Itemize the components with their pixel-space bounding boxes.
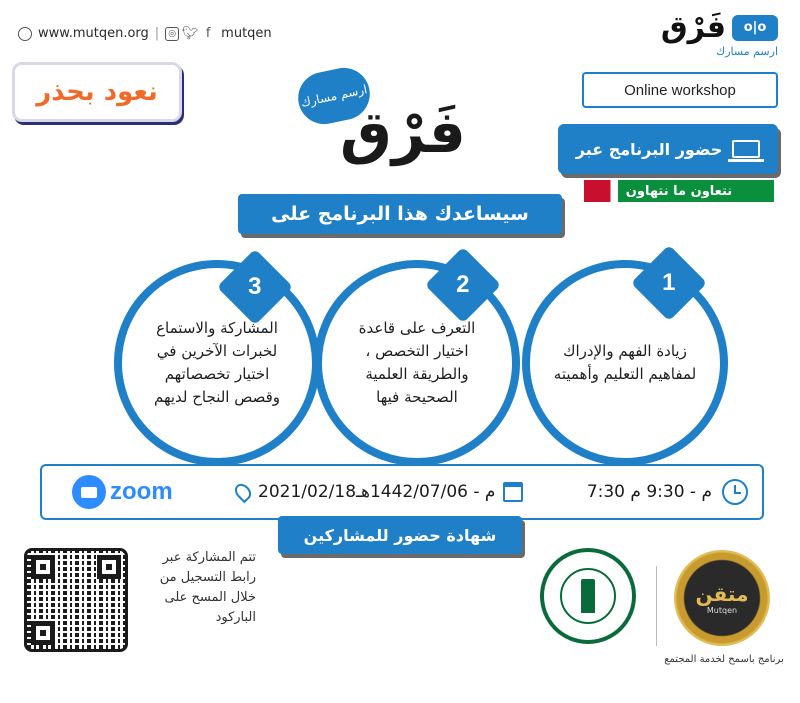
instagram-icon[interactable]: ◎ — [165, 27, 179, 41]
university-seal — [540, 548, 636, 644]
event-time: 7:30 م - 9:30 م — [586, 482, 712, 502]
zoom-logo[interactable] — [72, 475, 173, 509]
point-number-label: 3 — [248, 272, 262, 300]
location-pin-icon — [232, 481, 255, 504]
date-block — [236, 482, 523, 502]
zoom-camera-icon — [72, 475, 106, 509]
point-number-label: 1 — [662, 268, 676, 296]
registration-qr-code[interactable] — [24, 548, 128, 652]
event-date: 2021/02/18م - 1442/07/06هـ — [258, 482, 496, 502]
social-icons — [165, 27, 215, 41]
certificate-banner: شهادة حضور للمشاركين — [278, 516, 522, 554]
facebook-icon[interactable]: f — [205, 26, 211, 41]
sponsor-caption: برنامج باسمح لخدمة المجتمع — [664, 654, 784, 665]
brand-logo-word: فَرْق — [660, 10, 726, 45]
attend-via-text: حضور البرنامج عبر — [575, 139, 723, 159]
laptop-icon — [732, 140, 760, 158]
point-number-label: 2 — [456, 270, 470, 298]
social-handle: mutqen — [221, 26, 272, 41]
zoom-label: zoom — [110, 478, 173, 505]
point-text: زيادة الفهم والإدراك لمفاهيم التعليم وأهميته — [553, 341, 697, 383]
program-benefits-banner: سيساعدك هذا البرنامج على — [238, 194, 562, 234]
event-info-bar — [40, 464, 764, 520]
tower-icon — [581, 579, 595, 613]
time-block — [587, 479, 748, 505]
mutqen-logo — [674, 550, 770, 646]
website-link[interactable]: www.mutqen.org — [38, 26, 149, 41]
mutqen-logo-ar: متقن — [695, 581, 749, 606]
center-logo — [290, 70, 510, 180]
brand-logo-tagline: ارسم مسارك — [716, 45, 778, 58]
mutqen-logo-en: Mutqen — [706, 605, 738, 615]
attend-via-button — [558, 124, 778, 174]
back-carefully-badge: نعود بحذر — [12, 62, 182, 122]
brand-logo — [661, 10, 778, 58]
point-text: المشاركة والاستماع لخبرات الآخرين في اختيار تخصصاتهم وقصص النجاح لديهم — [153, 318, 281, 407]
slogan-strip: نتعاون ما نتهاون — [584, 180, 774, 202]
separator: | — [154, 26, 160, 41]
point-text: التعرف على قاعدة اختيار التخصص ، والطريقة العلمية الصحيحة فيها — [358, 318, 476, 407]
speech-bubble: ارسم مسارك — [293, 63, 374, 129]
twitter-icon[interactable]: 🐦︎ — [181, 26, 199, 41]
clock-icon — [722, 479, 748, 505]
logo-divider — [656, 566, 657, 646]
center-logo-word: فَرْق — [340, 98, 466, 166]
globe-icon — [18, 27, 32, 41]
calendar-icon — [503, 482, 523, 502]
online-workshop-label: Online workshop — [582, 72, 778, 108]
brand-logo-mark: o|o — [732, 15, 778, 41]
contact-bar — [18, 26, 272, 41]
registration-instructions: تتم المشاركة عبر رابط التسجيل من خلال المسح على الباركود — [159, 550, 256, 626]
